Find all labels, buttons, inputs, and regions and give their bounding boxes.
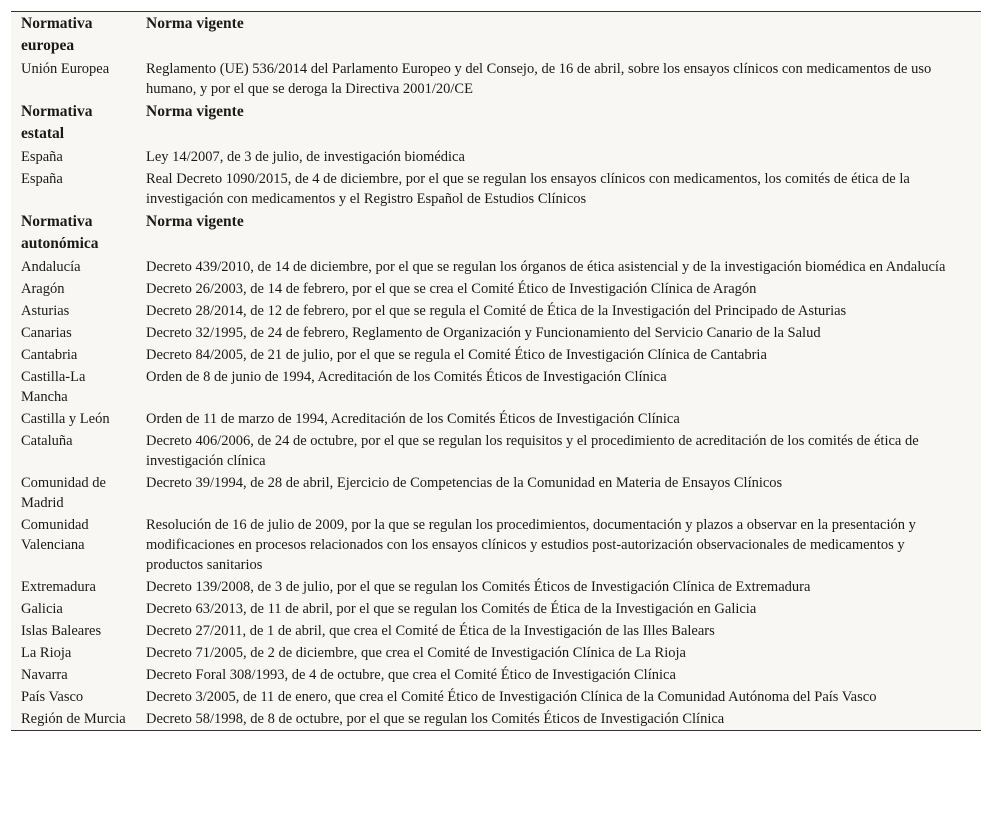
regulation-text: Resolución de 16 de julio de 2009, por la que se regulan los procedimientos, documentación y plazos a observar en la presentación y modificaciones en procesos relacionados con los ensayos clínicos y estudios post-autorización observacionales de medicamentos y productos sanitarios <box>146 517 916 573</box>
region-name: Comunidad Valenciana <box>21 517 89 553</box>
section-header-row <box>11 12 981 58</box>
regulation-text: Real Decreto 1090/2015, de 4 de diciembre, por el que se regulan los ensayos clínicos con medicamentos, los comités de ética de la investigación con medicamentos y el Registro Español de Estudios Clínicos <box>146 171 910 207</box>
region-name: Navarra <box>21 667 68 683</box>
region-name: Galicia <box>21 601 63 617</box>
table-row <box>11 344 981 366</box>
region-name: Castilla-La Mancha <box>21 369 86 405</box>
region-name: España <box>21 171 63 187</box>
regulation-text: Decreto 39/1994, de 28 de abril, Ejercicio de Competencias de la Comunidad en Materia de Ensayos Clínicos <box>146 475 783 491</box>
regulation-text: Decreto 3/2005, de 11 de enero, que crea el Comité Ético de Investigación Clínica de la Comunidad Autónoma del País Vasco <box>146 689 877 705</box>
norm-heading: Norma vigente <box>146 15 244 32</box>
regulation-text: Decreto 63/2013, de 11 de abril, por el que se regulan los Comités de Ética de la Investigación en Galicia <box>146 601 757 617</box>
legislation-table-body <box>11 12 981 730</box>
table-row <box>11 146 981 168</box>
legislation-table <box>11 12 981 730</box>
table-row <box>11 366 981 408</box>
region-name: Canarias <box>21 325 72 341</box>
region-name: Asturias <box>21 303 70 319</box>
regulation-text: Decreto 27/2011, de 1 de abril, que crea el Comité de Ética de la Investigación de las Illes Balears <box>146 623 715 639</box>
table-row <box>11 322 981 344</box>
region-name: Cataluña <box>21 433 73 449</box>
table-row <box>11 472 981 514</box>
norm-heading: Norma vigente <box>146 213 244 230</box>
regulation-text: Decreto 32/1995, de 24 de febrero, Reglamento de Organización y Funcionamiento del Servicio Canario de la Salud <box>146 325 821 341</box>
section-heading: Normativa europea <box>21 15 93 54</box>
region-name: Castilla y León <box>21 411 110 427</box>
regulation-text: Decreto 28/2014, de 12 de febrero, por el que se regula el Comité de Ética de la Investigación del Principado de Asturias <box>146 303 847 319</box>
table-row <box>11 664 981 686</box>
table-row <box>11 598 981 620</box>
regulation-text: Orden de 11 de marzo de 1994, Acreditación de los Comités Éticos de Investigación Clínica <box>146 411 680 427</box>
norm-heading: Norma vigente <box>146 103 244 120</box>
regulation-text: Decreto 439/2010, de 14 de diciembre, por el que se regulan los órganos de ética asistencial y de la investigación biomédica en Andalucía <box>146 259 946 275</box>
legislation-table-container <box>11 11 981 731</box>
table-row <box>11 576 981 598</box>
table-row <box>11 620 981 642</box>
table-row <box>11 278 981 300</box>
table-row <box>11 514 981 576</box>
section-header-row <box>11 100 981 146</box>
table-row <box>11 708 981 730</box>
regulation-text: Decreto 406/2006, de 24 de octubre, por el que se regulan los requisitos y el procedimiento de acreditación de los comités de ética de investigación clínica <box>146 433 919 469</box>
region-name: País Vasco <box>21 689 84 705</box>
regulation-text: Decreto 26/2003, de 14 de febrero, por el que se crea el Comité Ético de Investigación Clínica de Aragón <box>146 281 757 297</box>
table-row <box>11 256 981 278</box>
region-name: Islas Baleares <box>21 623 102 639</box>
table-row <box>11 58 981 100</box>
table-row <box>11 642 981 664</box>
region-name: La Rioja <box>21 645 72 661</box>
table-row <box>11 430 981 472</box>
section-heading: Normativa estatal <box>21 103 93 142</box>
regulation-text: Ley 14/2007, de 3 de julio, de investigación biomédica <box>146 149 465 165</box>
table-row <box>11 300 981 322</box>
region-name: Andalucía <box>21 259 81 275</box>
regulation-text: Decreto 139/2008, de 3 de julio, por el que se regulan los Comités Éticos de Investigación Clínica de Extremadura <box>146 579 811 595</box>
regulation-text: Decreto Foral 308/1993, de 4 de octubre, que crea el Comité Ético de Investigación Clínica <box>146 667 676 683</box>
regulation-text: Reglamento (UE) 536/2014 del Parlamento Europeo y del Consejo, de 16 de abril, sobre los ensayos clínicos con medicamentos de uso humano, y por el que se deroga la Directiva 2001/20/CE <box>146 61 932 97</box>
region-name: Región de Murcia <box>21 711 126 727</box>
regulation-text: Decreto 84/2005, de 21 de julio, por el que se regula el Comité Ético de Investigación Clínica de Cantabria <box>146 347 767 363</box>
table-row <box>11 686 981 708</box>
table-row <box>11 168 981 210</box>
region-name: Aragón <box>21 281 65 297</box>
region-name: Extremadura <box>21 579 96 595</box>
regulation-text: Orden de 8 de junio de 1994, Acreditación de los Comités Éticos de Investigación Clínica <box>146 369 667 385</box>
region-name: Unión Europea <box>21 61 110 77</box>
regulation-text: Decreto 58/1998, de 8 de octubre, por el que se regulan los Comités Éticos de Investigación Clínica <box>146 711 725 727</box>
regulation-text: Decreto 71/2005, de 2 de diciembre, que crea el Comité de Investigación Clínica de La Rioja <box>146 645 686 661</box>
region-name: Comunidad de Madrid <box>21 475 106 511</box>
section-heading: Normativa autonómica <box>21 213 99 252</box>
region-name: España <box>21 149 63 165</box>
section-header-row <box>11 210 981 256</box>
region-name: Cantabria <box>21 347 78 363</box>
table-row <box>11 408 981 430</box>
